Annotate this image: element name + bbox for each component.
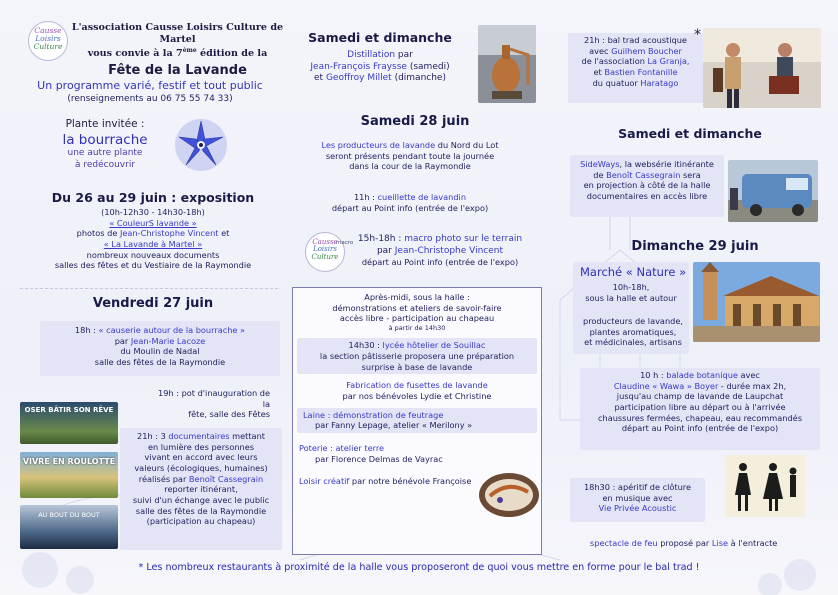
sideways-by: de (593, 169, 607, 180)
footnote-star: * (694, 27, 701, 43)
aperitif-line-1: 19h : pot d'inauguration de la (158, 388, 270, 409)
market-products (568, 316, 698, 348)
plant-sub-2: à redécouvrir (74, 159, 136, 170)
market-line-1: 10h-18h, (612, 282, 650, 292)
bal-musician-2: Bastien Fontanille (604, 66, 678, 77)
doc-line-9: (participation au chapeau) (146, 516, 256, 527)
distiller-2-when: (dimanche) (391, 73, 446, 84)
tagline: Un programme varié, festif et tout public (37, 79, 263, 92)
doc-line-7: suivi d'un échange avec le public (132, 494, 270, 505)
poster-1-title: OSER BÂTIR SON RÊVE (24, 406, 114, 414)
col2-weekend-title: Samedi et dimanche (308, 30, 452, 45)
pastry-line-1: la section pâtisserie proposera une préparation (319, 351, 515, 362)
walk-block (580, 368, 820, 450)
bal-time: 21h : bal trad acoustique (584, 35, 687, 45)
expo-item-2: « La Lavande à Martel » (103, 238, 203, 249)
workshop-pottery (293, 443, 541, 464)
closing-group: Vie Privée Acoustic (598, 503, 677, 514)
doc-line-1: mettant (229, 431, 265, 441)
pastry-time: 14h30 : (348, 340, 383, 351)
saturday-title: Samedi 28 juin (360, 114, 470, 129)
dancers-drawing (725, 455, 805, 517)
market-line-4: plantes aromatiques, (589, 326, 677, 337)
producers-line-1: du Nord du Lot (435, 140, 499, 150)
logo-word-3: Culture (33, 41, 63, 51)
expo-photos-post: et (218, 228, 230, 239)
fire-show (590, 538, 830, 549)
walk-line-1: - durée max 2h, (718, 380, 787, 391)
doc-line-3: vivant en accord avec leurs (144, 452, 258, 463)
pastry-title: lycée hôtelier de Souillac (382, 340, 486, 351)
friday-title: Vendredi 27 juin (92, 296, 214, 311)
doc-director: Benoît Cassegrain (188, 473, 264, 484)
expo-place: salles des fêtes et du Vestiaire de la Raymondie (54, 260, 252, 271)
distillation-photo (478, 25, 536, 103)
fusettes-by: par nos bénévoles Lydie et Christine (342, 391, 492, 402)
expo-title: Du 26 au 29 juin : exposition (51, 190, 255, 205)
expo-photos-pre: photos de (76, 228, 120, 239)
talk-place: salle des fêtes de la Raymondie (94, 356, 226, 367)
fire-by: proposé par (657, 538, 712, 548)
producers-line-3: dans la cour de la Raymondie (349, 161, 471, 172)
macro-logo-word-1: Causse (312, 238, 338, 246)
festival-title: Fête de la Lavande (108, 62, 247, 78)
bal-trad-block (568, 33, 703, 103)
musicians-photo (703, 28, 821, 108)
pottery-by: par Florence Delmas de Vayrac (315, 453, 443, 464)
pottery-title: Poterie : atelier terre (299, 443, 385, 453)
bal-org: La Granja, (647, 56, 690, 67)
intro-edition-sup: ème (182, 46, 197, 54)
friday-documentaries (120, 428, 282, 550)
sideways-author: Benoît Cassegrain (606, 169, 681, 180)
workshops-intro-2: démonstrations et ateliers de savoir-faire (332, 302, 502, 313)
fire-title: spectacle de feu (590, 538, 658, 548)
closing-line-1: en musique avec (602, 492, 673, 503)
bal-du: du quatuor (592, 77, 641, 88)
workshops-intro-3: accès libre - participation au chapeau (339, 313, 495, 324)
poster-3-title: AU BOUT DU BOUT (38, 511, 100, 519)
walk-guide: Claudine « Wawa » Boyer (613, 380, 719, 391)
macro-logo-tag: macro (336, 240, 354, 246)
documentary-poster-3 (20, 505, 118, 549)
distiller-1: Jean-François Fraysse (310, 61, 407, 72)
bal-and: et (593, 66, 605, 77)
doc-time: 21h : 3 (137, 431, 169, 441)
talk-title: « causerie autour de la bourrache » (98, 325, 246, 335)
workshop-fusettes (293, 380, 541, 401)
intro-line-2 (70, 47, 285, 61)
macro-title: macro photo sur le terrain (404, 234, 523, 244)
expo-block (28, 207, 278, 271)
walk-line-3: participation libre au départ ou à l'arrivée (614, 401, 786, 412)
harvest-place: départ au Point info (entrée de l'expo) (331, 202, 489, 213)
macro-block (340, 234, 540, 268)
talk-org: du Moulin de Nadal (120, 346, 200, 357)
expo-docs: nombreux nouveaux documents (86, 249, 220, 260)
talk-by: par (114, 335, 131, 346)
macro-by: par (376, 245, 395, 256)
creative-title: Loisir créatif (299, 476, 350, 487)
harvest-time: 11h : (353, 192, 378, 202)
producers-title: Les producteurs de lavande (321, 140, 436, 150)
doc-line-2: en lumière des personnes (147, 441, 255, 452)
distillation-block (285, 50, 475, 85)
plant-block (30, 118, 180, 171)
bal-group: Haratago (640, 77, 679, 88)
friday-talk (40, 321, 280, 376)
felting-by: par Fanny Lepage, atelier « Merilony » (315, 420, 473, 431)
talk-time: 18h : (74, 325, 99, 335)
market-hall-photo (693, 262, 820, 342)
pottery-photo (478, 470, 540, 520)
aperitif-block (570, 478, 705, 522)
poster-2-title: VIVRE EN ROULOTTE (22, 457, 116, 466)
walk-time: 10 h : (640, 370, 667, 380)
producers-block (285, 140, 535, 172)
expo-hours: (10h-12h30 - 14h30-18h) (101, 207, 205, 217)
closing-time: 18h30 : apéritif de clôture (583, 482, 692, 492)
logo-word-2: Loisirs (35, 33, 61, 43)
fire-end: à l'entracte (728, 538, 778, 548)
intro-block (70, 22, 285, 79)
intro-edition: vous convie à la 7 (87, 48, 183, 60)
sunday-title: Dimanche 29 juin (631, 239, 759, 254)
distillation-by: par (395, 50, 413, 60)
macro-logo-word-2: Loisirs (313, 245, 337, 254)
aperitif-line-2: fête, salle des Fêtes (188, 409, 270, 420)
plant-sub-1: une autre plante (67, 148, 143, 158)
intro-edition-end: édition de la (196, 48, 268, 60)
sideways-line-4: documentaires en accès libre (586, 190, 708, 201)
intro-line-1: L'association Causse Loisirs Culture de Martel (71, 22, 284, 46)
workshops-intro (293, 292, 541, 332)
macro-place: départ au Point info (entrée de l'expo) (361, 257, 519, 268)
macro-time: 15h-18h : (357, 234, 405, 244)
macro-logo (305, 232, 345, 272)
info-phone: (renseignements au 06 75 55 74 33) (67, 94, 233, 104)
bal-musician-1: Guilhem Boucher (611, 45, 682, 56)
market-hours (573, 282, 689, 303)
walk-line-4: chaussures fermées, chapeau, eau recommandés (598, 412, 802, 423)
expo-item-1: « CouleurS lavande » (109, 217, 197, 228)
doc-line-6: reporter itinérant, (164, 484, 238, 495)
association-logo (28, 21, 68, 61)
walk-with: avec (737, 370, 760, 380)
workshop-pastry (297, 338, 537, 374)
bal-org-pre: de l'association (581, 56, 648, 67)
bal-with: avec (589, 45, 612, 56)
sideways-block (570, 155, 724, 217)
harvest-title: cueillette de lavandin (377, 192, 467, 202)
doc-line-4: valeurs (écologiques, humaines) (134, 462, 268, 473)
workshop-felting (297, 408, 537, 433)
market-line-5: et médicinales, artisans (584, 337, 682, 348)
footer-note: * Les nombreux restaurants à proximité de la halle vous proposeront de quoi vous mettre en forme pour le bal trad ! (138, 562, 700, 573)
pastry-line-2: surprise à base de lavande (361, 361, 473, 372)
producers-line-2: seront présents pendant toute la journée (325, 150, 495, 161)
market-title: Marché « Nature » (580, 265, 687, 279)
sideways-line-1: , la websérie itinérante (619, 159, 714, 169)
distillation-title: Distillation (347, 50, 396, 60)
van-photo (728, 160, 818, 222)
expo-photographer: Jean-Christophe Vincent (119, 228, 219, 239)
macro-photographer: Jean-Christophe Vincent (394, 245, 504, 256)
documentary-poster-1 (20, 402, 118, 444)
talk-speaker: Jean-Marie Lacoze (130, 335, 206, 346)
creative-by: par notre bénévole Françoise (349, 476, 472, 487)
col3-weekend-title: Samedi et dimanche (618, 126, 762, 141)
market-line-2: sous la halle et autour (585, 292, 677, 303)
distiller-2: Geoffroy Millet (325, 73, 392, 84)
workshops-intro-1: Après-midi, sous la halle : (364, 292, 470, 302)
sideways-name: SideWays (580, 159, 620, 169)
felting-title: Laine : démonstration de feutrage (303, 409, 444, 420)
borage-flower-image (174, 118, 228, 172)
distiller-1-when: (samedi) (406, 61, 450, 72)
harvest-block (285, 192, 535, 213)
documentary-poster-2 (20, 452, 118, 498)
divider-friday (20, 288, 278, 289)
friday-aperitif (150, 388, 270, 420)
macro-logo-word-3: Culture (311, 252, 339, 261)
walk-line-5: départ au Point info (entrée de l'expo) (621, 423, 779, 434)
walk-title: balade botanique (666, 370, 738, 380)
market-line-3: producteurs de lavande, (583, 316, 683, 326)
workshops-intro-4: à partir de 14h30 (388, 323, 446, 332)
fire-performer: Lise (711, 538, 729, 548)
fusettes-title: Fabrication de fusettes de lavande (346, 380, 488, 391)
doc-line-8: salle des fêtes de la Raymondie (135, 505, 267, 516)
sideways-line-2: sera (680, 169, 701, 180)
plant-label: Plante invitée : (65, 118, 145, 130)
walk-line-2: jusqu'au champ de lavande de Laupchat (616, 391, 784, 402)
logo-word-1: Causse (34, 26, 62, 35)
distillation-and: et (314, 73, 326, 84)
doc-line-5: réalisés par (138, 473, 189, 484)
doc-title: documentaires (168, 431, 230, 441)
plant-name: la bourrache (62, 132, 148, 148)
sideways-line-3: en projection à côté de la halle (583, 180, 711, 191)
expo-photos (28, 228, 278, 239)
